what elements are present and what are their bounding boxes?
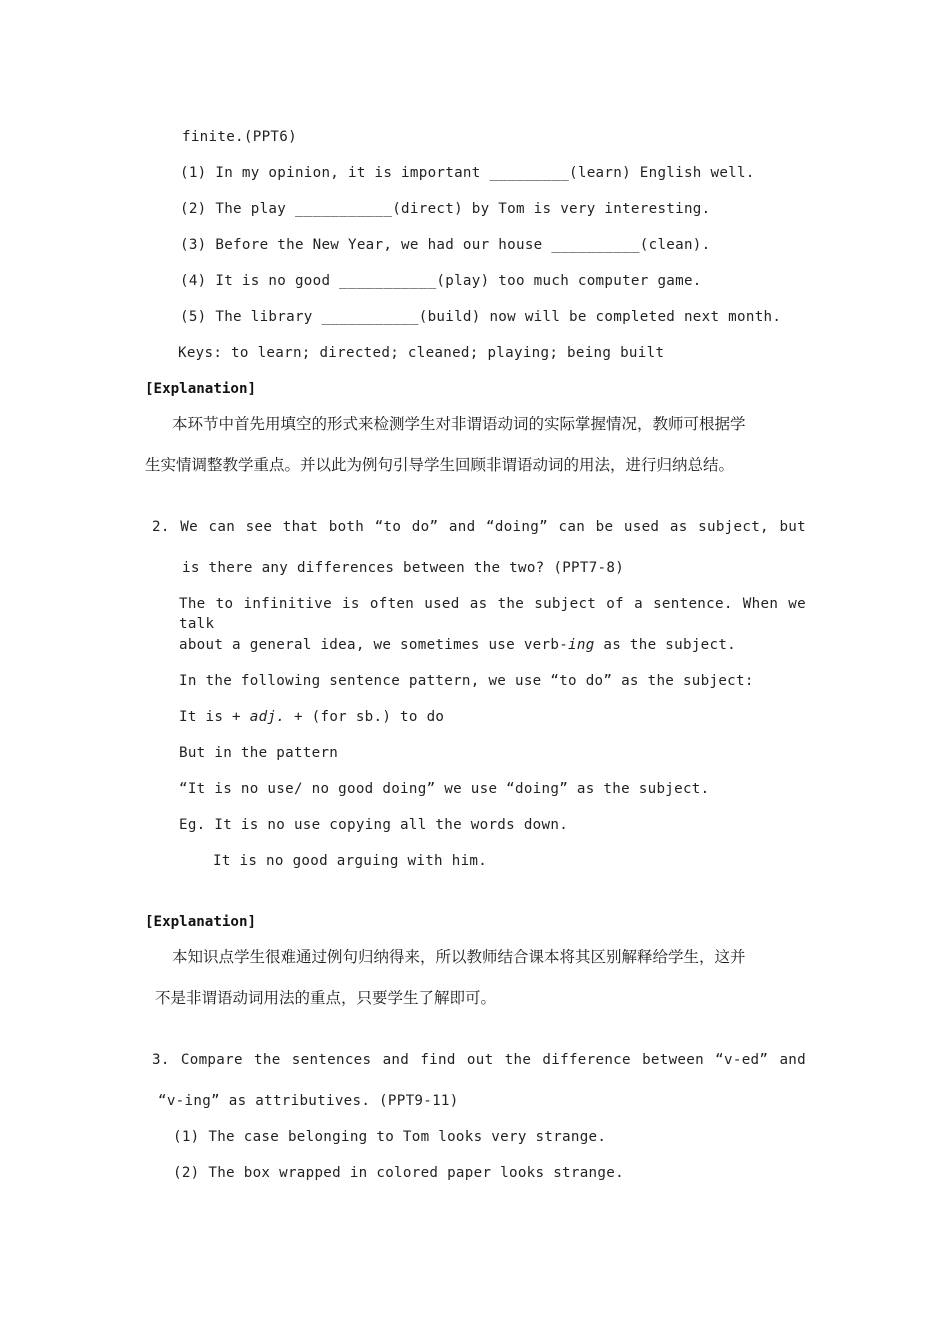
attributive-example-1: (1) The case belonging to Tom looks very strange. <box>173 1129 607 1145</box>
example-1: Eg. It is no use copying all the words down. <box>179 817 569 833</box>
explanation-1-line-1: 本环节中首先用填空的形式来检测学生对非谓语动词的实际掌握情况，教师可根据学 <box>172 415 746 433</box>
question-2-line-2: is there any differences between the two? (PPT7-8) <box>182 560 625 576</box>
pattern-start: It is + <box>179 709 250 725</box>
explanation-heading-1: [Explanation] <box>145 381 257 397</box>
para-line-2-italic: ing <box>568 637 595 653</box>
para-line-2-end: as the subject. <box>594 637 737 653</box>
exercise-1: (1) In my opinion, it is important _________(learn) English well. <box>180 165 755 181</box>
doing-pattern: “It is no use/ no good doing” we use “doing” as the subject. <box>179 781 710 797</box>
pattern-italic: adj. <box>249 709 286 725</box>
example-2: It is no good arguing with him. <box>213 853 488 869</box>
para-line-2-start: about a general idea, we sometimes use verb- <box>179 637 569 653</box>
question-3-line-2: “v-ing” as attributives. (PPT9-11) <box>158 1093 459 1109</box>
infinitive-para-line-2 <box>179 635 736 655</box>
question-2-line-1: 2. We can see that both “to do” and “doing” can be used as subject, but <box>152 519 806 535</box>
pattern-end: + (for sb.) to do <box>285 709 445 725</box>
exercise-5: (5) The library ___________(build) now will be completed next month. <box>180 309 782 325</box>
exercise-4: (4) It is no good ___________(play) too much computer game. <box>180 273 702 289</box>
answer-keys: Keys: to learn; directed; cleaned; playing; being built <box>178 345 665 361</box>
exercise-2: (2) The play ___________(direct) by Tom is very interesting. <box>180 201 711 217</box>
pattern-formula <box>179 707 444 727</box>
continuation-text: finite.(PPT6) <box>182 129 297 145</box>
explanation-2-line-1: 本知识点学生很难通过例句归纳得来，所以教师结合课本将其区别解释给学生，这并 <box>172 948 746 966</box>
pattern-intro: In the following sentence pattern, we use “to do” as the subject: <box>179 673 754 689</box>
attributive-example-2: (2) The box wrapped in colored paper looks strange. <box>173 1165 624 1181</box>
explanation-2-line-2: 不是非谓语动词用法的重点，只要学生了解即可。 <box>155 989 497 1007</box>
explanation-heading-2: [Explanation] <box>145 914 257 930</box>
infinitive-para-line-1: The to infinitive is often used as the subject of a sentence. When we talk <box>179 596 806 632</box>
explanation-1-line-2: 生实情调整教学重点。并以此为例句引导学生回顾非谓语动词的用法，进行归纳总结。 <box>145 456 735 474</box>
exercise-3: (3) Before the New Year, we had our house __________(clean). <box>180 237 711 253</box>
question-3-line-1: 3. Compare the sentences and find out the difference between “v-ed” and <box>152 1052 806 1068</box>
but-line: But in the pattern <box>179 745 339 761</box>
